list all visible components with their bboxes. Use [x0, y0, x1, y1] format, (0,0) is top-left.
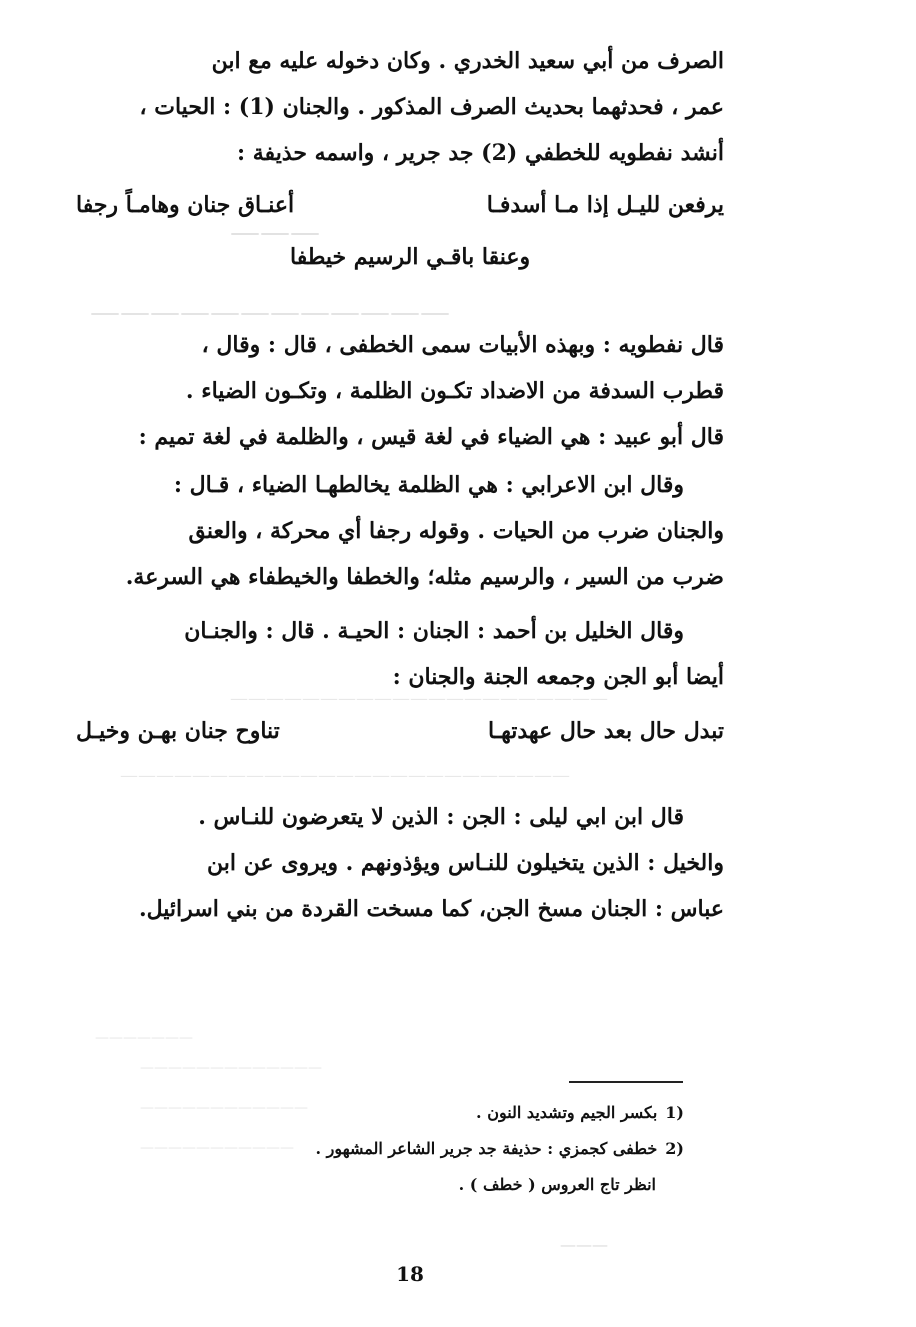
page-number: 18: [396, 1262, 424, 1286]
bleed-through-mark: —————————————————————————: [120, 765, 570, 786]
bleed-through-mark: ———————————: [140, 1140, 294, 1156]
verse-1: [76, 192, 724, 282]
footnote-divider: [569, 1081, 683, 1083]
footnote-number: (2: [665, 1139, 684, 1158]
text-line: قال نفطويه : وبهذه الأبيات سمى الخطفى ، قال : وقال ،: [201, 332, 724, 358]
footnote-text: خطفى كجمزي : حذيفة جد جرير الشاعر المشهور .: [315, 1139, 658, 1158]
verse-hemistich: تناوح جنان بهـن وخيـل: [76, 718, 280, 744]
bleed-through-mark: ————————————: [90, 295, 450, 330]
paragraph-4: [76, 608, 724, 700]
paragraph-5: [76, 794, 724, 932]
text-line: قال ابن ابي ليلى : الجن : الذين لا يتعرضون للنـاس .: [198, 804, 684, 830]
paragraph-1: [76, 38, 724, 176]
text-line: عباس : الجنان مسخ الجن، كما مسخت القردة من بني اسرائيل.: [138, 896, 724, 922]
bleed-through-mark: —————————————: [140, 1060, 322, 1076]
text-line: وقال ابن الاعرابي : هي الظلمة يخالطهـا الضياء ، قـال :: [173, 472, 684, 498]
verse-hemistich: وعنقا باقـي الرسيم خيطفا: [290, 244, 531, 270]
text-line: الصرف من أبي سعيد الخدري . وكان دخوله عليه مع ابن: [211, 48, 724, 74]
text-line: قطرب السدفة من الاضداد تكـون الظلمة ، وتكـون الضياء .: [185, 378, 724, 404]
verse-hemistich: تبدل حال بعد حال عهدتهـا: [487, 718, 724, 744]
footnotes: [315, 1095, 684, 1203]
bleed-through-mark: ———: [230, 215, 320, 250]
verse-hemistich: يرفعن لليـل إذا مـا أسدفـا: [486, 192, 724, 218]
paragraph-3: [76, 462, 724, 600]
bleed-through-mark: ————————————: [140, 1100, 308, 1116]
text-line: قال أبو عبيد : هي الضياء في لغة قيس ، والظلمة في لغة تميم :: [138, 424, 724, 450]
bleed-through-mark: ———————: [95, 1030, 193, 1046]
text-line: عمر ، فحدثهما بحديث الصرف المذكور . والجنان (1) : الحيات ،: [139, 94, 724, 120]
verse-hemistich: أعنـاق جنان وهامـاً رجفا: [76, 192, 295, 218]
footnote-text: انظر تاج العروس ( خطف ) .: [458, 1175, 656, 1194]
text-line: والجنان ضرب من الحيات . وقوله رجفا أي محركة ، والعنق: [188, 518, 724, 544]
text-line: أنشد نفطويه للخطفي (2) جد جرير ، واسمه حذيفة :: [236, 140, 724, 166]
footnote-2: [315, 1131, 684, 1167]
text-line: والخيل : الذين يتخيلون للنـاس ويؤذونهم . ويروى عن ابن: [207, 850, 724, 876]
bleed-through-mark: ———: [560, 1235, 608, 1254]
bleed-through-mark: —————————————————————: [230, 688, 608, 709]
footnote-1: [360, 1095, 684, 1131]
text-line: وقال الخليل بن أحمد : الجنان : الحيـة . قال : والجنـان: [184, 618, 684, 644]
verse-2: [76, 718, 724, 758]
paragraph-2: [76, 322, 724, 460]
footnote-number: (1: [665, 1103, 684, 1122]
footnote-continuation: [360, 1167, 684, 1203]
text-line: ضرب من السير ، والرسيم مثله؛ والخطفا والخيطفاء هي السرعة.: [125, 564, 724, 590]
footnote-text: بكسر الجيم وتشديد النون .: [476, 1103, 658, 1122]
text-line: أيضا أبو الجن وجمعه الجنة والجنان :: [392, 664, 724, 690]
